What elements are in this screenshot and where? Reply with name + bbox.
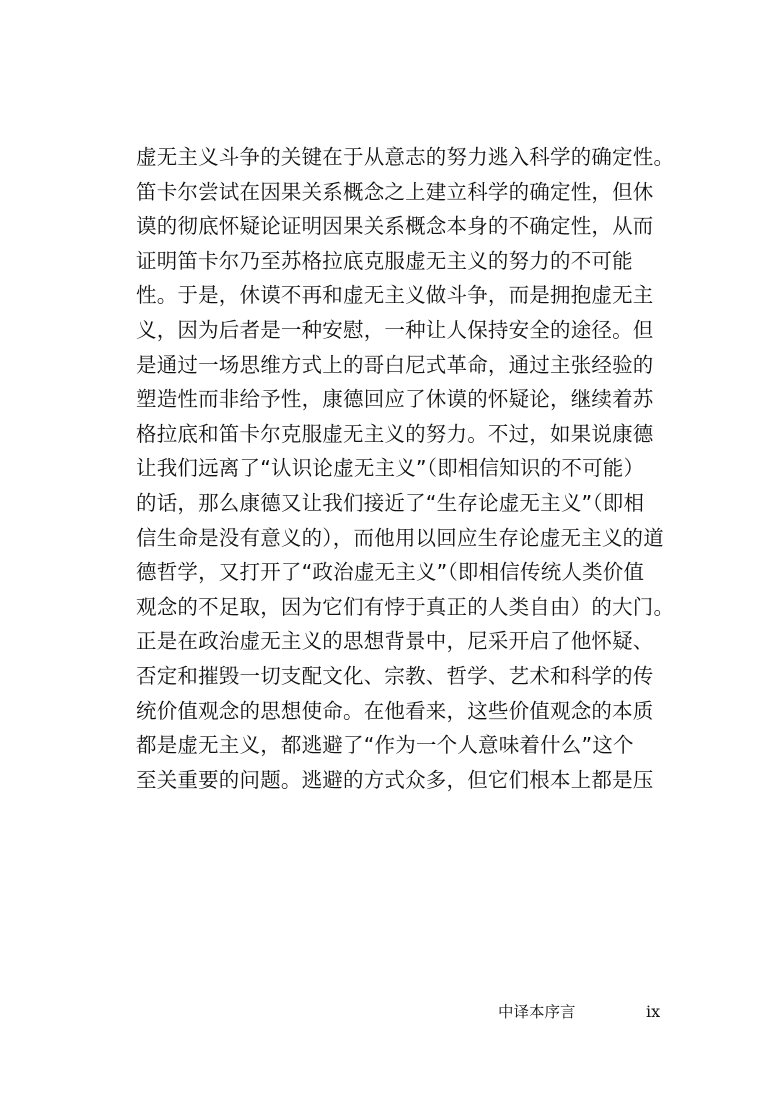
text-line: 性。于是，休谟不再和虚无主义做斗争，而是拥抱虚无主: [136, 283, 654, 308]
text-line: 塑造性而非给予性，康德回应了休谟的怀疑论，继续着苏: [136, 387, 654, 412]
text-line: 否定和摧毁一切支配文化、宗教、哲学、艺术和科学的传: [136, 663, 654, 688]
text-line: 都是虚无主义，都逃避了“作为一个人意味着什么”这个: [136, 733, 634, 758]
body-text: [136, 140, 696, 797]
text-line: 让我们远离了“认识论虚无主义”（即相信知识的不可能）: [136, 456, 645, 481]
text-line: 信生命是没有意义的），而他用以回应生存论虚无主义的道: [136, 525, 664, 550]
text-line: 统价值观念的思想使命。在他看来，这些价值观念的本质: [136, 698, 654, 723]
text-line: 的话，那么康德又让我们接近了“生存论虚无主义”（即相: [136, 490, 645, 515]
text-line: 证明笛卡尔乃至苏格拉底克服虚无主义的努力的不可能: [136, 248, 633, 273]
text-line: 义，因为后者是一种安慰，一种让人保持安全的途径。但: [136, 317, 654, 342]
page-number: ix: [646, 1002, 661, 1021]
text-line: 正是在政治虚无主义的思想背景中，尼采开启了他怀疑、: [136, 629, 654, 654]
text-line: 谟的彻底怀疑论证明因果关系概念本身的不确定性，从而: [136, 214, 654, 239]
text-line: 格拉底和笛卡尔克服虚无主义的努力。不过，如果说康德: [136, 421, 654, 446]
running-title: 中译本序言: [498, 1003, 576, 1021]
text-line: 虚无主义斗争的关键在于从意志的努力逃入科学的确定性。: [136, 145, 675, 169]
text-line: 笛卡尔尝试在因果关系概念之上建立科学的确定性，但休: [136, 179, 654, 204]
text-line: 至关重要的问题。逃避的方式众多，但它们根本上都是压: [136, 767, 654, 792]
text-line: 是通过一场思维方式上的哥白尼式革命，通过主张经验的: [136, 352, 654, 377]
page-footer: [0, 1000, 768, 1024]
text-line: 德哲学，又打开了“政治虚无主义”（即相信传统人类价值: [136, 560, 645, 585]
text-line: 观念的不足取，因为它们有悖于真正的人类自由）的大门。: [136, 594, 675, 619]
